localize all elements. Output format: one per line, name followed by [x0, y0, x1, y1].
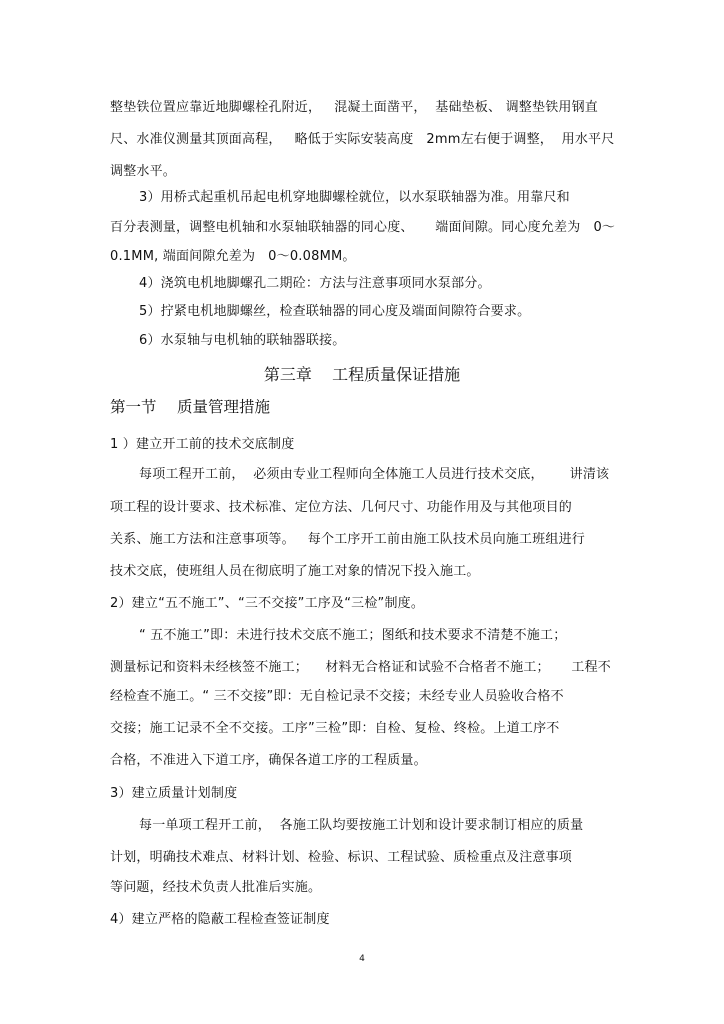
body-text-line: 2）建立“五不施工”、“三不交接”工序及“三检”制度。 — [110, 596, 425, 611]
body-text-line: 每项工程开工前， 必须由专业工程师向全体施工人员进行技术交底， 讲清该 — [139, 467, 610, 482]
body-text-line: 等问题，经技术负责人批准后实施。 — [110, 880, 322, 895]
body-text-line: 6）水泵轴与电机轴的联轴器联接。 — [139, 333, 346, 348]
section-number: 第一节 — [110, 398, 157, 416]
body-text-line: 计划，明确技术难点、材料计划、检验、标识、工程试验、质检重点及注意事项 — [110, 850, 573, 865]
body-text-line: 0.1MM, 端面间隙允差为 0～0.08MM。 — [110, 249, 356, 264]
chapter-title: 第三章 工程质量保证措施 — [263, 365, 461, 384]
body-text-line: 3）用桥式起重机吊起电机穿地脚螺栓就位，以水泵联轴器为准。用靠尺和 — [139, 190, 570, 205]
section-title: 质量管理措施 — [177, 398, 271, 416]
body-text-line: 技术交底，使班组人员在彻底明了施工对象的情况下投入施工。 — [110, 564, 480, 579]
body-text-line: 1 ）建立开工前的技术交底制度 — [110, 437, 295, 452]
body-text-line: 测量标记和资料未经核签不施工； 材料无合格证和试验不合格者不施工； 工程不 — [110, 660, 611, 675]
body-text-line: 每一单项工程开工前， 各施工队均要按施工计划和设计要求制订相应的质量 — [139, 818, 584, 833]
body-text-line: “ 五不施工”即：未进行技术交底不施工；图纸和技术要求不清楚不施工； — [139, 628, 567, 643]
page-number: 4 — [359, 954, 365, 964]
body-text-line: 经检查不施工。“ 三不交接”即：无自检记录不交接；未经专业人员验收合格不 — [110, 689, 564, 704]
body-text-line: 交接；施工记录不全不交接。工序”三检”即：自检、复检、终检。上道工序不 — [110, 721, 560, 736]
body-text-line: 4）建立严格的隐蔽工程检查签证制度 — [110, 912, 330, 927]
body-text-line: 尺、水准仪测量其顶面高程， 略低于实际安装高度 2mm左右便于调整， 用水平尺 — [110, 132, 615, 147]
body-text-line: 百分表测量，调整电机轴和水泵轴联轴器的同心度、 端面间隙。同心度允差为 0～ — [110, 220, 616, 235]
body-text-line: 3）建立质量计划制度 — [110, 786, 238, 801]
body-text-line: 4）浇筑电机地脚螺孔二期砼：方法与注意事项同水泵部分。 — [139, 276, 491, 291]
body-text-line: 关系、施工方法和注意事项等。 每个工序开工前由施工队技术员向施工班组进行 — [110, 532, 585, 547]
body-text-line: 合格，不准进入下道工序，确保各道工序的工程质量。 — [110, 753, 427, 768]
body-text-line: 整垫铁位置应靠近地脚螺栓孔附近， 混凝土面凿平， 基础垫板、 调整垫铁用钢直 — [110, 100, 598, 115]
body-text-line: 调整水平。 — [110, 164, 177, 179]
body-text-line: 项工程的设计要求、技术标准、定位方法、几何尺寸、功能作用及与其他项目的 — [110, 500, 573, 515]
body-text-line: 5）拧紧电机地脚螺丝，检查联轴器的同心度及端面间隙符合要求。 — [139, 304, 531, 319]
